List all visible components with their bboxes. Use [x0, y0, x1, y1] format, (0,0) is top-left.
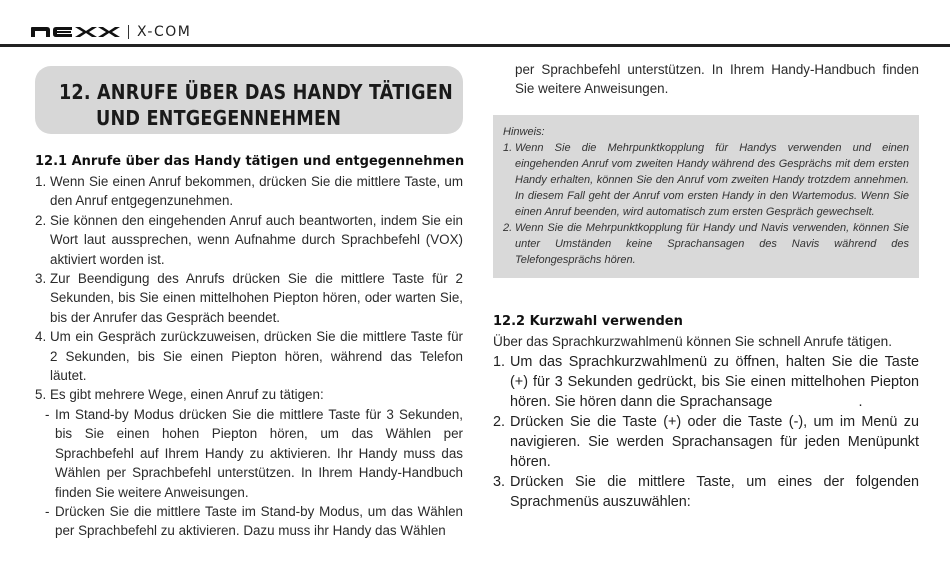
list-number: 1. [493, 353, 506, 370]
section-12-2-intro: Über das Sprachkurzwahlmenü können Sie schnell Anrufe tätigen. [493, 333, 892, 349]
note-box [493, 115, 919, 278]
list-number: 3. [35, 271, 47, 287]
list-text-main: Um das Sprachkurzwahlmenü zu öffnen, halten Sie die Taste (+) für 3 Sekunden gedrückt, bis Sie einen mittelhohen Piepton hören. Sie hören dann die Sprachansage [510, 353, 919, 410]
list-number: 2. [493, 413, 506, 430]
chapter-title-line1: 12. ANRUFE ÜBER DAS HANDY TÄTIGEN [59, 80, 453, 104]
list-item [35, 385, 463, 404]
nexx-logo [30, 25, 120, 39]
note-number: 2. [503, 221, 513, 234]
list-item [35, 327, 463, 385]
section-12-1-list [35, 172, 463, 541]
list-text-tail: . [858, 393, 863, 410]
list-item [35, 172, 463, 211]
chapter-title-line2: UND ENTGEGENNEHMEN [96, 106, 342, 130]
header-divider [128, 25, 129, 39]
nexx-logo-graphic [30, 25, 120, 39]
list-item [35, 269, 463, 327]
list-text: Sie können den eingehenden Anruf auch beantworten, indem Sie ein Wort laut aussprechen, wenn Aufnahme durch Sprachbefehl (VOX) aktiviert worden ist. [50, 212, 463, 267]
list-text: Um ein Gespräch zurückzuweisen, drücken Sie die mittlere Taste für 2 Sekunden, bis Sie einen Piepton hören, während das Telefon läutet. [50, 329, 463, 384]
sub-list-item [45, 405, 463, 502]
sub-list-text: Drücken Sie die mittlere Taste im Stand-by Modus, um das Wählen per Sprachbefehl zu aktivieren. Dazu muss ihr Handy das Wählen [55, 503, 463, 539]
list-text: Es gibt mehrere Wege, einen Anruf zu tätigen: [50, 387, 324, 403]
list-item [493, 352, 919, 412]
section-12-2 [493, 314, 919, 512]
product-name: X-COM [137, 24, 192, 40]
list-item [35, 211, 463, 269]
list-number: 1. [35, 174, 47, 189]
page-header [30, 20, 191, 44]
list-number: 3. [493, 473, 506, 490]
list-number: 5. [35, 387, 47, 403]
header-rule [0, 44, 950, 47]
sub-list-dash: - [45, 503, 50, 519]
list-item [493, 472, 919, 512]
list-text: Drücken Sie die Taste (+) oder die Taste (-), um im Menü zu navigieren. Sie werden Sprachansagen für jeden Menüpunkt hören. [510, 413, 919, 470]
right-column [493, 60, 919, 512]
note-number: 1. [503, 141, 513, 154]
list-item [493, 412, 919, 472]
list-text [510, 352, 919, 412]
section-heading-12-2: 12.2 Kurzwahl verwenden [493, 313, 683, 329]
section-heading-12-1: 12.1 Anrufe über das Handy tätigen und entgegennehmen [35, 154, 465, 169]
sub-list-text: Im Stand-by Modus drücken Sie die mittlere Taste für 3 Sekunden, bis Sie einen hohen Piepton hören, um das Wählen per Sprachbefehl auf Ihrem Handy zu aktivieren. Ihr Handy muss das Wählen per Sprachbefehl unterstützen. In Ihrem Handy-Handbuch finden Sie weitere Anweisungen. [55, 406, 463, 500]
sub-list-item [45, 502, 463, 541]
sub-list-continuation: per Sprachbefehl unterstützen. In Ihrem Handy-Handbuch finden Sie weitere Anweisungen. [515, 62, 919, 97]
sub-list-dash: - [45, 406, 50, 422]
note-item [503, 140, 909, 220]
note-text: Wenn Sie die Mehrpunktkopplung für Handys verwenden und einen eingehenden Anruf vom zweiten Handy während des Gesprächs mit dem ersten Handy erhalten, können Sie den Anruf vom zweiten Handy trotzdem annehmen. In diesem Fall geht der Anruf vom ersten Handy in den Wartemodus. Wenn Sie einen Anruf beenden, wird automatisch zum ersten Gespräch gewechselt. [515, 141, 909, 218]
list-text: Drücken Sie die mittlere Taste, um eines der folgenden Sprachmenüs auszuwählen: [510, 473, 919, 510]
note-item [503, 220, 909, 268]
list-number: 2. [35, 212, 47, 228]
chapter-title-box [35, 66, 463, 134]
note-text: Wenn Sie die Mehrpunktkopplung für Handy und Navis verwenden, können Sie unter Umständen keine Sprachansagen des Navis während des Telefongesprächs hören. [515, 221, 909, 266]
note-label: Hinweis: [503, 125, 545, 138]
list-text: Zur Beendigung des Anrufs drücken Sie die mittlere Taste für 2 Sekunden, bis Sie einen mittelhohen Piepton hören, oder warten Sie, bis der Anrufer das Gespräch beendet. [50, 271, 463, 325]
list-number: 4. [35, 329, 47, 345]
list-text: Wenn Sie einen Anruf bekommen, drücken Sie die mittlere Taste, um den Anruf entgegenzunehmen. [50, 174, 463, 209]
left-column [35, 154, 463, 541]
